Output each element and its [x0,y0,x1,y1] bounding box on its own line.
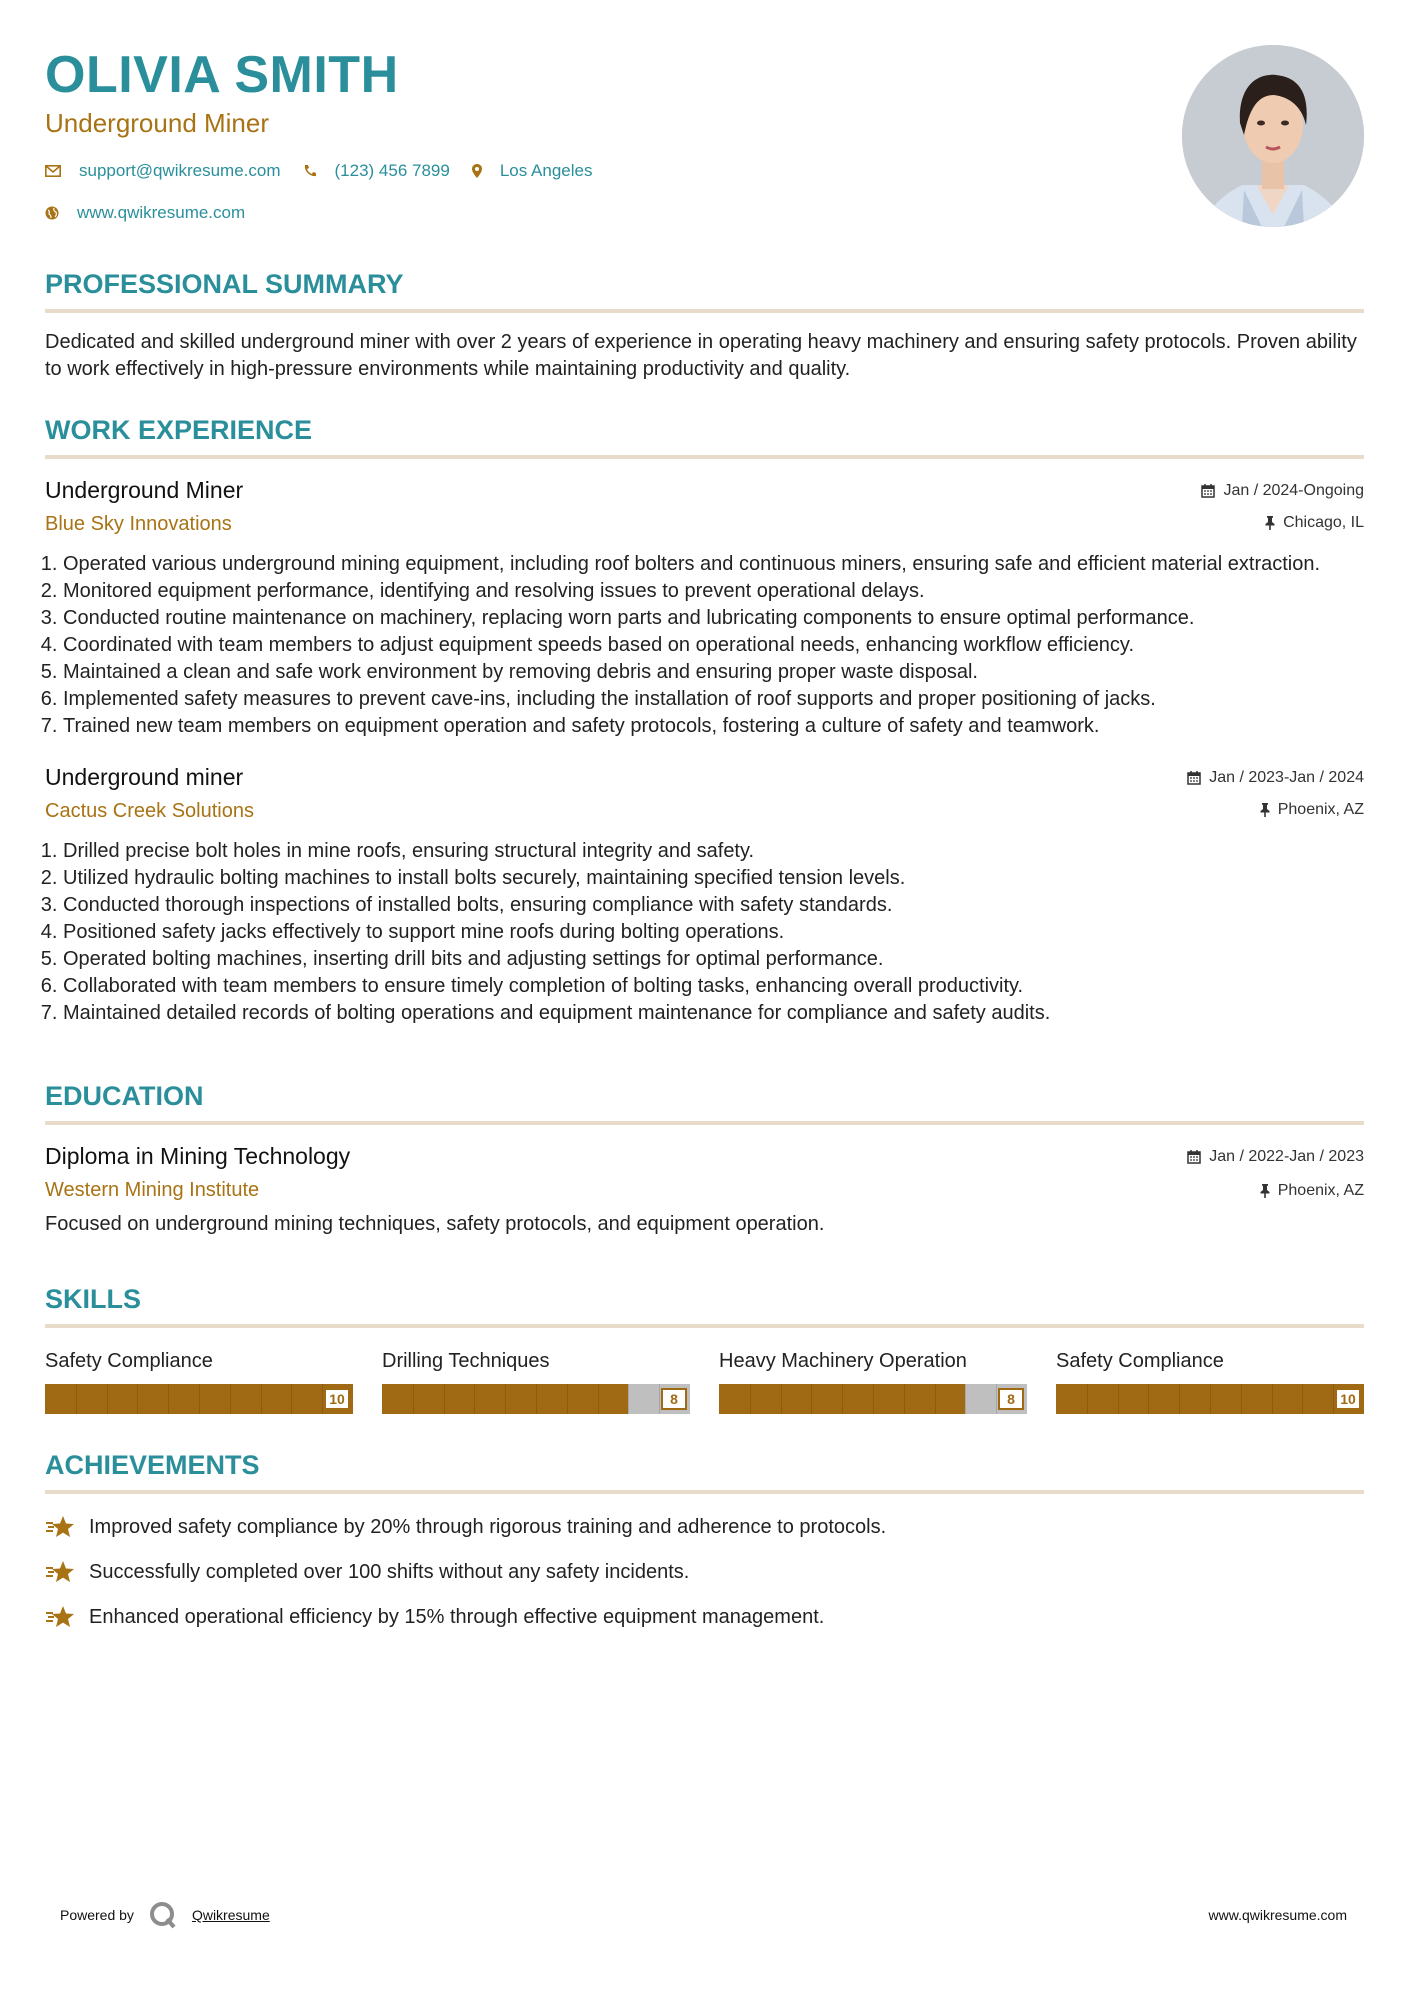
skill-bar-segment [811,1384,812,1414]
education-location: Phoenix, AZ [1277,1182,1364,1199]
experience-section [45,413,1364,1027]
education-section [45,1079,1364,1238]
candidate-role: Underground Miner [45,108,270,138]
calendar-icon [1201,484,1215,498]
skill-bar-segment [1241,1384,1242,1414]
list-item: 3. Conducted thorough inspections of installed bolts, ensuring compliance with safety standards. [63,892,1364,919]
list-item: 7. Maintained detailed records of bolting operations and equipment maintenance for compliance and safety audits. [63,1000,1364,1027]
job-company: Blue Sky Innovations [45,513,232,535]
skill-bar-segment [261,1384,262,1414]
skill-bar-segment [1148,1384,1149,1414]
skill-rating-bar [45,1384,353,1414]
skill-rating-value: 10 [1335,1388,1361,1410]
contact-email[interactable] [45,161,281,181]
job-entry [45,475,1364,740]
skill-bar-segment [137,1384,138,1414]
list-item: 1. Operated various underground mining equipment, including roof bolters and continuous miners, ensuring safe and efficient material extraction. [63,551,1364,578]
skill-bar-segment [1272,1384,1273,1414]
job-title: Underground Miner [45,477,244,503]
pushpin-icon [1265,516,1275,530]
contact-location [472,161,593,181]
skill-bar-segment [567,1384,568,1414]
location-text: Los Angeles [499,161,593,180]
list-item: 6. Collaborated with team members to ensure timely completion of bolting tasks, enhancing overall productivity. [63,973,1364,1000]
star-icon [45,1604,77,1630]
skill-item [45,1348,353,1414]
list-item: 5. Operated bolting machines, inserting drill bits and adjusting settings for optimal performance. [63,946,1364,973]
skill-bar-segment [1179,1384,1180,1414]
skills-heading: SKILLS [45,1284,142,1314]
section-divider [45,1490,1364,1494]
skill-bar-segment [199,1384,200,1414]
skill-item [382,1348,690,1414]
phone-icon [303,164,317,178]
job-location: Chicago, IL [1283,514,1364,531]
skill-bar-segment [935,1384,936,1414]
section-divider [45,455,1364,459]
skill-bar-segment [904,1384,905,1414]
skill-name: Drilling Techniques [382,1350,550,1372]
contact-row [45,161,1364,181]
skill-bar-segment [230,1384,231,1414]
skill-bar-segment [291,1384,292,1414]
globe-icon [45,206,59,220]
skills-list [45,1348,1364,1414]
summary-section [45,267,1364,383]
achievements-section [45,1448,1364,1632]
skill-bar-segment [750,1384,751,1414]
contact-phone[interactable] [303,161,450,181]
skill-name: Safety Compliance [45,1350,213,1372]
skill-bar-segment [1210,1384,1211,1414]
star-icon [45,1514,77,1540]
list-item: 5. Maintained a clean and safe work environment by removing debris and ensuring proper waste disposal. [63,659,1364,686]
summary-heading: PROFESSIONAL SUMMARY [45,269,404,299]
list-item: 4. Positioned safety jacks effectively to support mine roofs during bolting operations. [63,919,1364,946]
list-item: 3. Conducted routine maintenance on machinery, replacing worn parts and lubricating components to ensure optimal performance. [63,605,1364,632]
skill-bar-segment [168,1384,169,1414]
calendar-icon [1187,1150,1201,1164]
job-bullets [45,551,1364,740]
job-location: Phoenix, AZ [1277,801,1364,818]
skill-rating-value: 10 [324,1388,350,1410]
school-name: Western Mining Institute [45,1179,260,1201]
skill-item [719,1348,1027,1414]
map-pin-icon [472,164,482,178]
skill-bar-segment [536,1384,537,1414]
achievement-item [45,1602,1364,1632]
section-divider [45,1324,1364,1328]
pushpin-icon [1260,1184,1270,1198]
resume-header [45,45,1364,255]
list-item: 2. Utilized hydraulic bolting machines to install bolts securely, maintaining specified tension levels. [63,865,1364,892]
contact-website[interactable] [45,203,245,223]
footer [60,1900,1347,1930]
list-item: 2. Monitored equipment performance, identifying and resolving issues to prevent operational delays. [63,578,1364,605]
qwikresume-logo-icon [148,1900,178,1930]
skill-bar-segment [107,1384,108,1414]
skill-rating-bar [382,1384,690,1414]
achievement-item [45,1512,1364,1542]
pushpin-icon [1260,803,1270,817]
list-item: 7. Trained new team members on equipment operation and safety protocols, fostering a culture of safety and teamwork. [63,713,1364,740]
job-date: Jan / 2024-Ongoing [1223,482,1364,499]
skill-rating-bar [1056,1384,1364,1414]
footer-site: www.qwikresume.com [1208,1907,1347,1923]
email-text: support@qwikresume.com [79,161,281,180]
portrait-image [1182,45,1364,227]
skill-bar-segment [505,1384,506,1414]
section-divider [45,1121,1364,1125]
achievements-heading: ACHIEVEMENTS [45,1450,260,1480]
degree-title: Diploma in Mining Technology [45,1143,351,1169]
skill-bar-segment [781,1384,782,1414]
skill-bar-segment [1087,1384,1088,1414]
job-bullets [45,838,1364,1027]
education-date: Jan / 2022-Jan / 2023 [1209,1148,1364,1165]
skill-rating-value: 8 [998,1388,1024,1410]
skill-bar-segment [76,1384,77,1414]
skill-rating-value: 8 [661,1388,687,1410]
envelope-icon [45,165,61,177]
achievement-text: Successfully completed over 100 shifts without any safety incidents. [89,1560,690,1583]
achievement-item [45,1557,1364,1587]
powered-by-label: Powered by [60,1907,134,1923]
summary-text: Dedicated and skilled underground miner with over 2 years of experience in operating heavy machinery and ensuring safety protocols. Proven ability to work effectively in high-pressure environments while maintaining productivity and quality. [45,331,1357,380]
skill-bar-segment [628,1384,629,1414]
education-description: Focused on underground mining techniques, safety protocols, and equipment operation. [45,1213,825,1235]
job-entry [45,762,1364,1027]
section-divider [45,309,1364,313]
skill-bar-segment [413,1384,414,1414]
achievement-text: Enhanced operational efficiency by 15% through effective equipment management. [89,1605,825,1628]
achievement-text: Improved safety compliance by 20% through rigorous training and adherence to protocols. [89,1515,887,1538]
skill-bar-segment [842,1384,843,1414]
job-date: Jan / 2023-Jan / 2024 [1209,769,1364,786]
list-item: 4. Coordinated with team members to adjust equipment speeds based on operational needs, enhancing workflow efficiency. [63,632,1364,659]
skill-name: Safety Compliance [1056,1350,1224,1372]
skill-name: Heavy Machinery Operation [719,1350,967,1372]
skill-item [1056,1348,1364,1414]
skill-bar-segment [1302,1384,1303,1414]
list-item: 6. Implemented safety measures to prevent cave-ins, including the installation of roof supports and proper positioning of jacks. [63,686,1364,713]
resume-page [45,45,1364,1632]
job-title: Underground miner [45,764,244,790]
list-item: 1. Drilled precise bolt holes in mine roofs, ensuring structural integrity and safety. [63,838,1364,865]
skill-bar-segment [444,1384,445,1414]
star-icon [45,1559,77,1585]
skill-bar-segment [598,1384,599,1414]
qwikresume-link[interactable]: Qwikresume [191,1907,270,1923]
experience-heading: WORK EXPERIENCE [45,415,313,445]
contact-row-website [45,203,1364,223]
phone-text: (123) 456 7899 [334,161,450,180]
skill-bar-segment [1118,1384,1119,1414]
website-text: www.qwikresume.com [77,203,246,222]
skill-bar-segment [873,1384,874,1414]
profile-photo [1182,45,1364,227]
skill-rating-bar [719,1384,1027,1414]
skill-bar-segment [474,1384,475,1414]
job-company: Cactus Creek Solutions [45,800,254,822]
candidate-name: OLIVIA SMITH [45,46,399,104]
skills-section [45,1282,1364,1414]
skill-bar-segment [965,1384,966,1414]
calendar-icon [1187,771,1201,785]
education-heading: EDUCATION [45,1081,204,1111]
